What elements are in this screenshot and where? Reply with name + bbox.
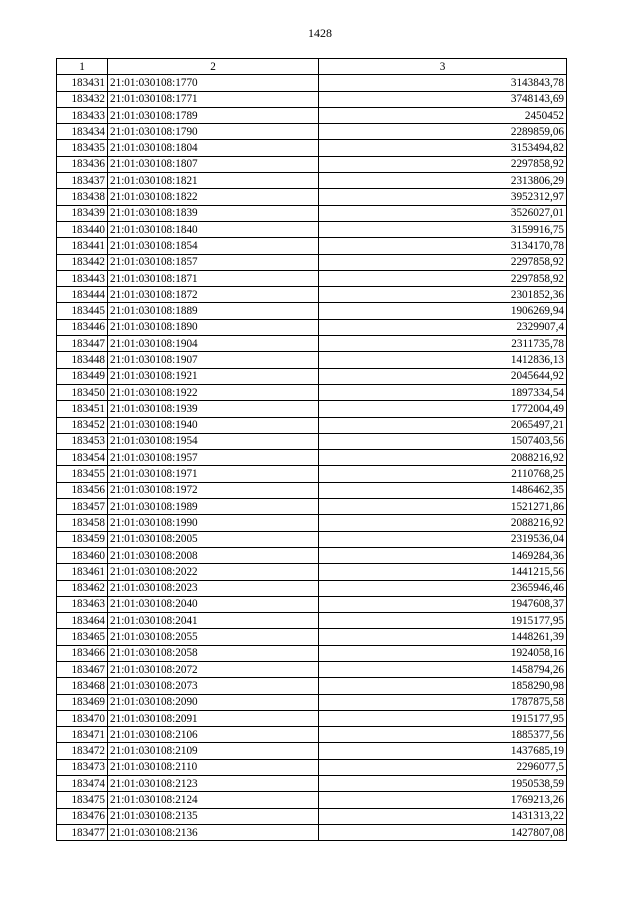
row-number-cell: 183447 [57, 336, 108, 352]
table-row [57, 270, 567, 286]
value-cell: 1769213,26 [319, 792, 567, 808]
cadastral-number-cell: 21:01:030108:2058 [108, 645, 319, 661]
table-row [57, 515, 567, 531]
cadastral-number-cell: 21:01:030108:2135 [108, 808, 319, 824]
value-cell: 1915177,95 [319, 613, 567, 629]
cadastral-number-cell: 21:01:030108:1871 [108, 270, 319, 286]
cadastral-number-cell: 21:01:030108:2022 [108, 564, 319, 580]
value-cell: 3134170,78 [319, 238, 567, 254]
row-number-cell: 183443 [57, 270, 108, 286]
row-number-cell: 183435 [57, 140, 108, 156]
table-row [57, 368, 567, 384]
table-row [57, 580, 567, 596]
column-header-1: 1 [57, 59, 108, 75]
column-header-2: 2 [108, 59, 319, 75]
row-number-cell: 183442 [57, 254, 108, 270]
row-number-cell: 183450 [57, 384, 108, 400]
row-number-cell: 183461 [57, 564, 108, 580]
cadastral-number-cell: 21:01:030108:2090 [108, 694, 319, 710]
cadastral-number-cell: 21:01:030108:1771 [108, 91, 319, 107]
row-number-cell: 183455 [57, 466, 108, 482]
row-number-cell: 183467 [57, 661, 108, 677]
table-row [57, 499, 567, 515]
row-number-cell: 183466 [57, 645, 108, 661]
value-cell: 1915177,95 [319, 710, 567, 726]
cadastral-number-cell: 21:01:030108:1890 [108, 319, 319, 335]
value-cell: 2313806,29 [319, 173, 567, 189]
row-number-cell: 183452 [57, 417, 108, 433]
row-number-cell: 183475 [57, 792, 108, 808]
cadastral-number-cell: 21:01:030108:1857 [108, 254, 319, 270]
row-number-cell: 183445 [57, 303, 108, 319]
row-number-cell: 183470 [57, 710, 108, 726]
row-number-cell: 183477 [57, 824, 108, 840]
table-row [57, 124, 567, 140]
value-cell: 2311735,78 [319, 336, 567, 352]
table-row [57, 140, 567, 156]
cadastral-number-cell: 21:01:030108:2005 [108, 531, 319, 547]
cadastral-number-cell: 21:01:030108:1790 [108, 124, 319, 140]
table-row [57, 678, 567, 694]
table-row [57, 319, 567, 335]
table-row [57, 596, 567, 612]
value-cell: 3159916,75 [319, 221, 567, 237]
cadastral-number-cell: 21:01:030108:2124 [108, 792, 319, 808]
table-row [57, 303, 567, 319]
row-number-cell: 183458 [57, 515, 108, 531]
cadastral-number-cell: 21:01:030108:1989 [108, 499, 319, 515]
cadastral-number-cell: 21:01:030108:2091 [108, 710, 319, 726]
table-row [57, 336, 567, 352]
value-cell: 3952312,97 [319, 189, 567, 205]
table-row [57, 661, 567, 677]
cadastral-number-cell: 21:01:030108:1907 [108, 352, 319, 368]
table-row [57, 743, 567, 759]
cadastral-number-cell: 21:01:030108:2123 [108, 776, 319, 792]
row-number-cell: 183476 [57, 808, 108, 824]
table-body [57, 75, 567, 841]
table-header-row [57, 59, 567, 75]
value-cell: 1906269,94 [319, 303, 567, 319]
table-row [57, 221, 567, 237]
row-number-cell: 183460 [57, 547, 108, 563]
row-number-cell: 183431 [57, 75, 108, 91]
row-number-cell: 183446 [57, 319, 108, 335]
table-row [57, 384, 567, 400]
table-row [57, 629, 567, 645]
column-header-3: 3 [319, 59, 567, 75]
row-number-cell: 183471 [57, 727, 108, 743]
cadastral-number-cell: 21:01:030108:2109 [108, 743, 319, 759]
value-cell: 1772004,49 [319, 401, 567, 417]
table-row [57, 401, 567, 417]
value-cell: 1947608,37 [319, 596, 567, 612]
cadastral-number-cell: 21:01:030108:1839 [108, 205, 319, 221]
table-row [57, 776, 567, 792]
value-cell: 1787875,58 [319, 694, 567, 710]
row-number-cell: 183438 [57, 189, 108, 205]
table-row [57, 808, 567, 824]
cadastral-number-cell: 21:01:030108:1954 [108, 433, 319, 449]
table-row [57, 254, 567, 270]
table-row [57, 287, 567, 303]
cadastral-number-cell: 21:01:030108:2041 [108, 613, 319, 629]
row-number-cell: 183436 [57, 156, 108, 172]
cadastral-number-cell: 21:01:030108:1807 [108, 156, 319, 172]
table-row [57, 531, 567, 547]
row-number-cell: 183457 [57, 499, 108, 515]
value-cell: 3526027,01 [319, 205, 567, 221]
value-cell: 1431313,22 [319, 808, 567, 824]
table-row [57, 824, 567, 840]
row-number-cell: 183463 [57, 596, 108, 612]
table-row [57, 238, 567, 254]
cadastral-number-cell: 21:01:030108:1904 [108, 336, 319, 352]
value-cell: 2450452 [319, 107, 567, 123]
cadastral-number-cell: 21:01:030108:1990 [108, 515, 319, 531]
value-cell: 1507403,56 [319, 433, 567, 449]
cadastral-number-cell: 21:01:030108:1957 [108, 450, 319, 466]
cadastral-number-cell: 21:01:030108:2040 [108, 596, 319, 612]
cadastral-number-cell: 21:01:030108:1854 [108, 238, 319, 254]
row-number-cell: 183440 [57, 221, 108, 237]
cadastral-number-cell: 21:01:030108:1921 [108, 368, 319, 384]
cadastral-number-cell: 21:01:030108:1940 [108, 417, 319, 433]
row-number-cell: 183473 [57, 759, 108, 775]
cadastral-number-cell: 21:01:030108:2008 [108, 547, 319, 563]
row-number-cell: 183441 [57, 238, 108, 254]
value-cell: 1885377,56 [319, 727, 567, 743]
cadastral-number-cell: 21:01:030108:2110 [108, 759, 319, 775]
table-row [57, 645, 567, 661]
value-cell: 2296077,5 [319, 759, 567, 775]
cadastral-number-cell: 21:01:030108:2136 [108, 824, 319, 840]
row-number-cell: 183448 [57, 352, 108, 368]
table-row [57, 564, 567, 580]
row-number-cell: 183433 [57, 107, 108, 123]
value-cell: 1469284,36 [319, 547, 567, 563]
row-number-cell: 183472 [57, 743, 108, 759]
cadastral-number-cell: 21:01:030108:2072 [108, 661, 319, 677]
value-cell: 2065497,21 [319, 417, 567, 433]
value-cell: 1412836,13 [319, 352, 567, 368]
cadastral-number-cell: 21:01:030108:1889 [108, 303, 319, 319]
value-cell: 2329907,4 [319, 319, 567, 335]
cadastral-number-cell: 21:01:030108:1789 [108, 107, 319, 123]
row-number-cell: 183456 [57, 482, 108, 498]
table-row [57, 450, 567, 466]
row-number-cell: 183432 [57, 91, 108, 107]
cadastral-value-table [56, 58, 567, 841]
row-number-cell: 183464 [57, 613, 108, 629]
row-number-cell: 183434 [57, 124, 108, 140]
cadastral-number-cell: 21:01:030108:1872 [108, 287, 319, 303]
cadastral-number-cell: 21:01:030108:2106 [108, 727, 319, 743]
value-cell: 1858290,98 [319, 678, 567, 694]
table-row [57, 189, 567, 205]
value-cell: 3143843,78 [319, 75, 567, 91]
table-row [57, 613, 567, 629]
cadastral-number-cell: 21:01:030108:1922 [108, 384, 319, 400]
cadastral-number-cell: 21:01:030108:1840 [108, 221, 319, 237]
row-number-cell: 183437 [57, 173, 108, 189]
value-cell: 3153494,82 [319, 140, 567, 156]
value-cell: 1437685,19 [319, 743, 567, 759]
table-row [57, 417, 567, 433]
row-number-cell: 183451 [57, 401, 108, 417]
value-cell: 1486462,35 [319, 482, 567, 498]
value-cell: 3748143,69 [319, 91, 567, 107]
value-cell: 2319536,04 [319, 531, 567, 547]
cadastral-number-cell: 21:01:030108:2073 [108, 678, 319, 694]
table-row [57, 727, 567, 743]
row-number-cell: 183465 [57, 629, 108, 645]
value-cell: 1427807,08 [319, 824, 567, 840]
cadastral-number-cell: 21:01:030108:2023 [108, 580, 319, 596]
row-number-cell: 183468 [57, 678, 108, 694]
value-cell: 1448261,39 [319, 629, 567, 645]
table-row [57, 173, 567, 189]
row-number-cell: 183462 [57, 580, 108, 596]
value-cell: 2088216,92 [319, 450, 567, 466]
cadastral-number-cell: 21:01:030108:2055 [108, 629, 319, 645]
value-cell: 2088216,92 [319, 515, 567, 531]
table-row [57, 710, 567, 726]
value-cell: 1950538,59 [319, 776, 567, 792]
cadastral-number-cell: 21:01:030108:1804 [108, 140, 319, 156]
row-number-cell: 183439 [57, 205, 108, 221]
row-number-cell: 183474 [57, 776, 108, 792]
value-cell: 1458794,26 [319, 661, 567, 677]
value-cell: 1521271,86 [319, 499, 567, 515]
value-cell: 2297858,92 [319, 156, 567, 172]
value-cell: 2301852,36 [319, 287, 567, 303]
value-cell: 1441215,56 [319, 564, 567, 580]
row-number-cell: 183454 [57, 450, 108, 466]
table-row [57, 694, 567, 710]
value-cell: 2045644,92 [319, 368, 567, 384]
value-cell: 2289859,06 [319, 124, 567, 140]
page-number: 1428 [308, 26, 332, 40]
cadastral-number-cell: 21:01:030108:1821 [108, 173, 319, 189]
table-row [57, 466, 567, 482]
cadastral-number-cell: 21:01:030108:1972 [108, 482, 319, 498]
table-row [57, 433, 567, 449]
table-row [57, 156, 567, 172]
value-cell: 2365946,46 [319, 580, 567, 596]
row-number-cell: 183444 [57, 287, 108, 303]
cadastral-number-cell: 21:01:030108:1822 [108, 189, 319, 205]
cadastral-number-cell: 21:01:030108:1770 [108, 75, 319, 91]
table-row [57, 75, 567, 91]
table-row [57, 107, 567, 123]
table-row [57, 205, 567, 221]
value-cell: 2110768,25 [319, 466, 567, 482]
cadastral-number-cell: 21:01:030108:1939 [108, 401, 319, 417]
row-number-cell: 183459 [57, 531, 108, 547]
row-number-cell: 183469 [57, 694, 108, 710]
table-row [57, 352, 567, 368]
value-cell: 1897334,54 [319, 384, 567, 400]
table-row [57, 91, 567, 107]
row-number-cell: 183449 [57, 368, 108, 384]
table-row [57, 759, 567, 775]
value-cell: 2297858,92 [319, 270, 567, 286]
row-number-cell: 183453 [57, 433, 108, 449]
cadastral-number-cell: 21:01:030108:1971 [108, 466, 319, 482]
table-row [57, 547, 567, 563]
value-cell: 2297858,92 [319, 254, 567, 270]
table-row [57, 482, 567, 498]
value-cell: 1924058,16 [319, 645, 567, 661]
table-row [57, 792, 567, 808]
